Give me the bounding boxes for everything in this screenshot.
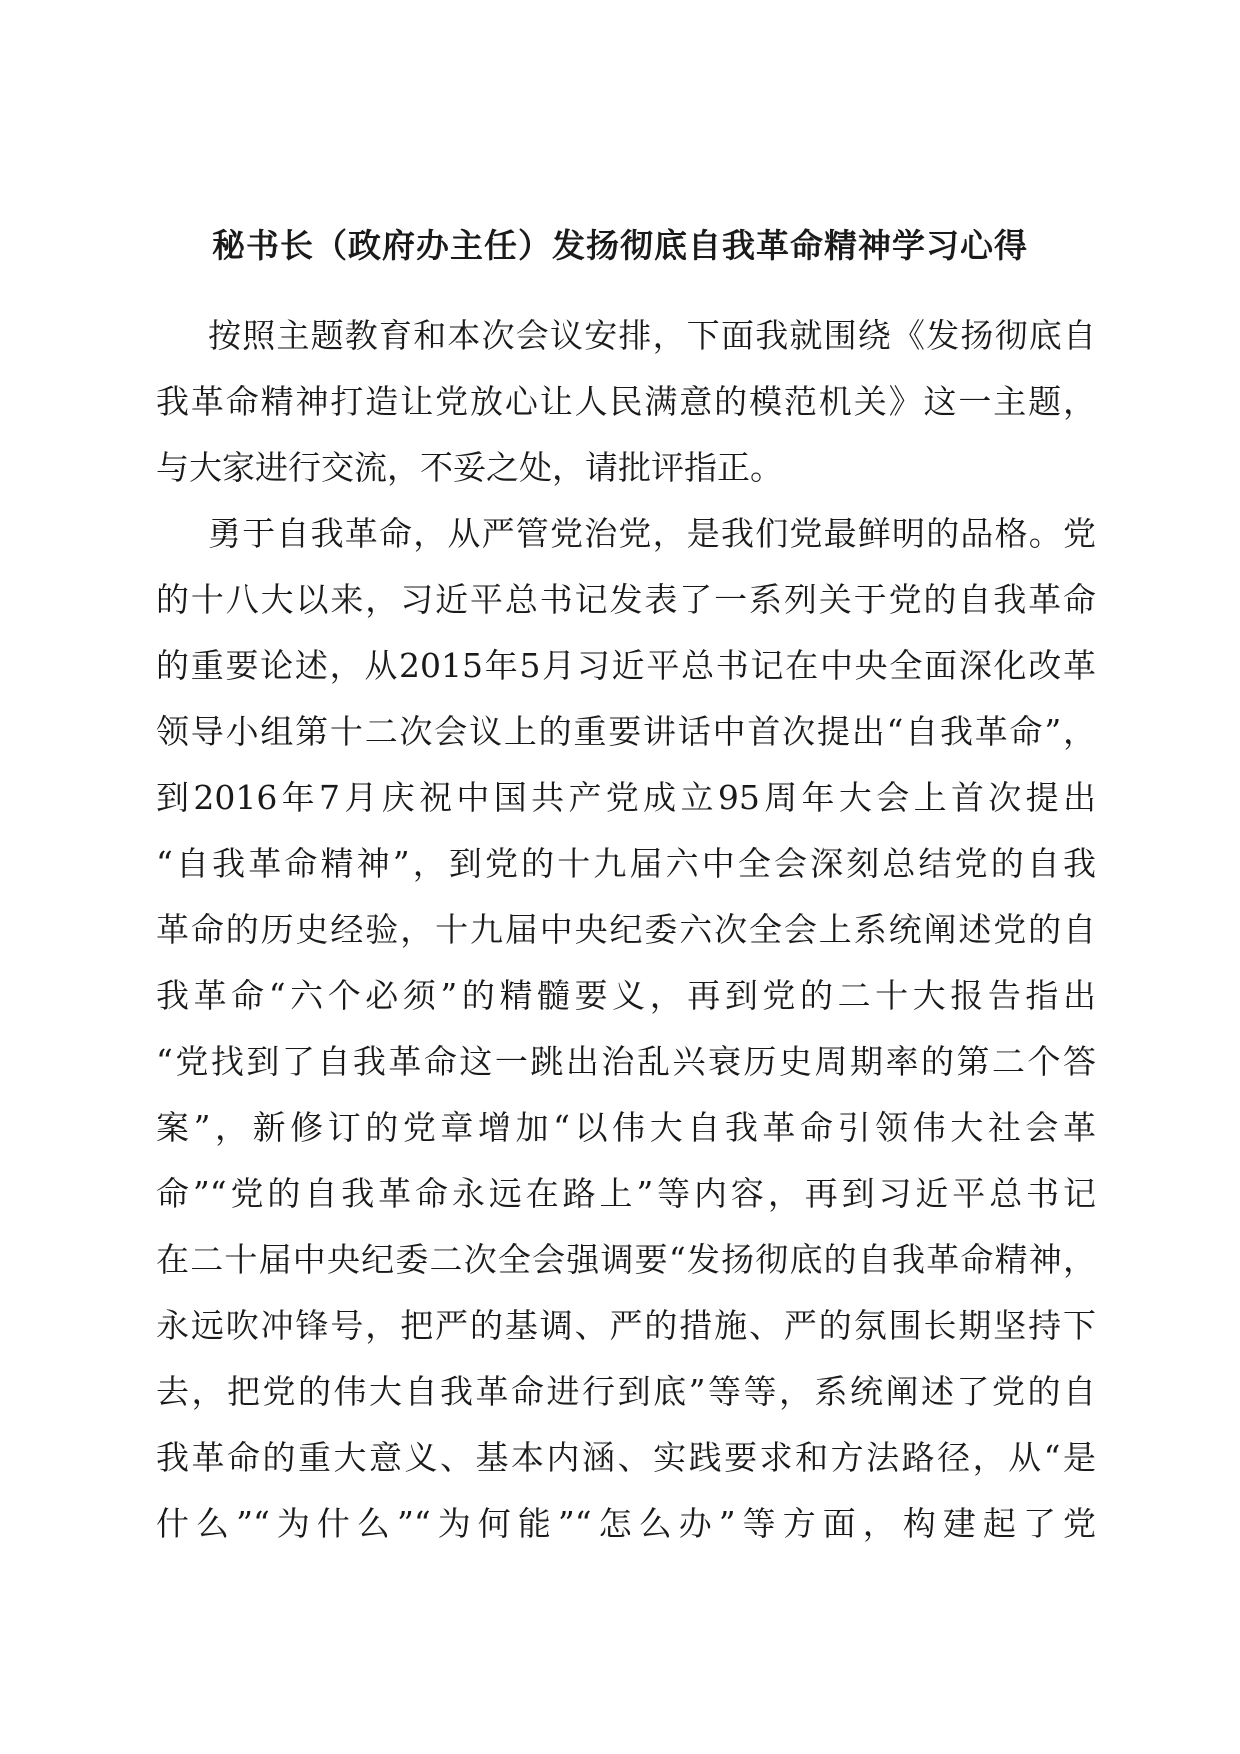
paragraph-2-line-11: 命”“党的自我革命永远在路上”等内容，再到习近平总书记 [156, 1174, 1096, 1213]
paragraph-2-line-1: 勇于自我革命，从严管党治党，是我们党最鲜明的品格。党 [208, 514, 1096, 553]
paragraph-2-line-4: 领导小组第十二次会议上的重要讲话中首次提出“自我革命”， [156, 712, 1096, 751]
paragraph-2-line-14: 去，把党的伟大自我革命进行到底”等等，系统阐述了党的自 [156, 1372, 1096, 1411]
paragraph-2-line-5: 到2016年7月庆祝中国共产党成立95周年大会上首次提出 [156, 778, 1096, 817]
document-body [156, 303, 1096, 1557]
paragraph-2-line-6: “自我革命精神”，到党的十九届六中全会深刻总结党的自我 [156, 844, 1096, 883]
paragraph-2-line-15: 我革命的重大意义、基本内涵、实践要求和方法路径，从“是 [156, 1438, 1096, 1477]
paragraph-2-line-7: 革命的历史经验，十九届中央纪委六次全会上系统阐述党的自 [156, 910, 1096, 949]
paragraph-2-line-8: 我革命“六个必须”的精髓要义，再到党的二十大报告指出 [156, 976, 1096, 1015]
document-title: 秘书长（政府办主任）发扬彻底自我革命精神学习心得 [212, 226, 1028, 265]
paragraph-2-line-10: 案”，新修订的党章增加“以伟大自我革命引领伟大社会革 [156, 1108, 1096, 1147]
paragraph-1-line-1: 按照主题教育和本次会议安排，下面我就围绕《发扬彻底自 [208, 316, 1096, 355]
paragraph-2-line-12: 在二十届中央纪委二次全会强调要“发扬彻底的自我革命精神， [156, 1240, 1096, 1279]
paragraph-1-line-2: 我革命精神打造让党放心让人民满意的模范机关》这一主题， [156, 382, 1096, 421]
paragraph-2-line-13: 永远吹冲锋号，把严的基调、严的措施、严的氛围长期坚持下 [156, 1306, 1096, 1345]
paragraph-2-line-2: 的十八大以来，习近平总书记发表了一系列关于党的自我革命 [156, 580, 1096, 619]
paragraph-1-line-3: 与大家进行交流，不妥之处，请批评指正。 [156, 448, 783, 487]
paragraph-2-line-3: 的重要论述，从2015年5月习近平总书记在中央全面深化改革 [156, 646, 1096, 685]
paragraph-2-line-16: 什么”“为什么”“为何能”“怎么办”等方面，构建起了党 [156, 1504, 1096, 1543]
paragraph-2-line-9: “党找到了自我革命这一跳出治乱兴衰历史周期率的第二个答 [156, 1042, 1096, 1081]
